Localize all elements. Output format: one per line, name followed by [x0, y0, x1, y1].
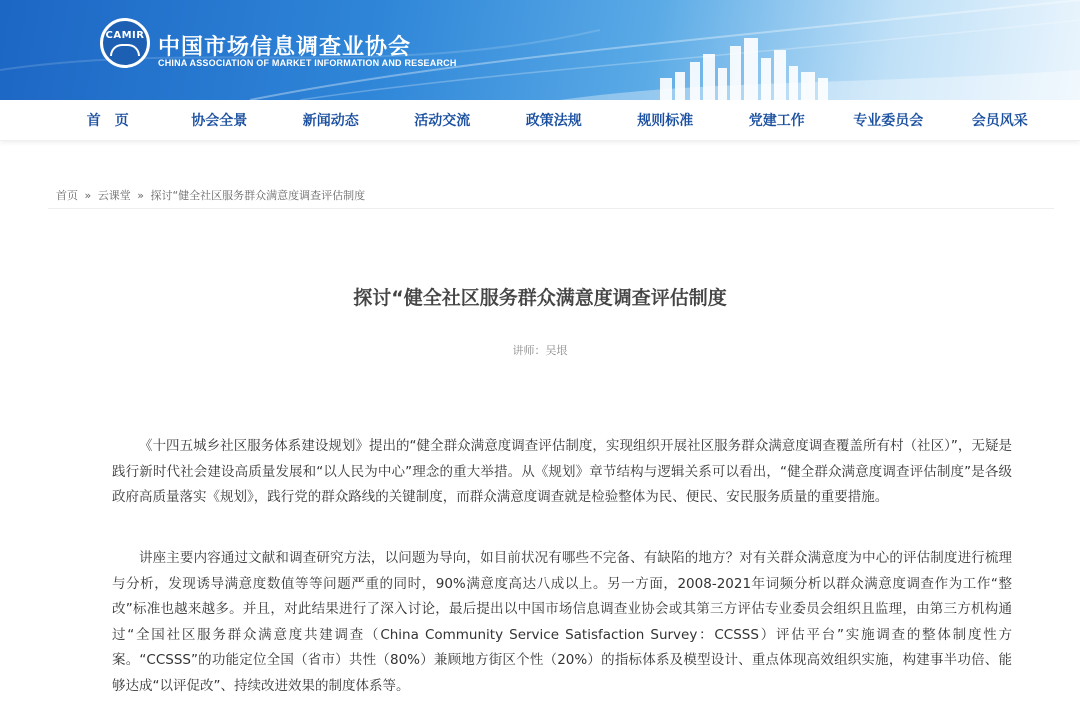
breadcrumb-divider	[48, 208, 1054, 209]
nav-item-activities[interactable]: 活动交流	[414, 113, 471, 129]
org-name-cn: 中国市场信息调查业协会	[158, 35, 412, 60]
breadcrumb-home-link[interactable]: 首页	[56, 189, 78, 202]
nav-item-policies[interactable]: 政策法规	[525, 113, 582, 129]
nav-item-party-work[interactable]: 党建工作	[748, 113, 805, 129]
header-banner	[0, 0, 1080, 100]
nav-item-home[interactable]: 首 页	[86, 113, 129, 129]
breadcrumb-separator: »	[137, 189, 144, 202]
article-speaker: 讲师：吴垠	[512, 344, 568, 357]
nav-item-news[interactable]: 新闻动态	[302, 113, 359, 129]
main-nav	[0, 100, 1080, 141]
org-name-en: CHINA ASSOCIATION OF MARKET INFORMATION AND RESEARCH	[158, 58, 457, 68]
breadcrumb-current: 探讨“健全社区服务群众满意度调查评估制度	[150, 189, 366, 202]
nav-item-committees[interactable]: 专业委员会	[853, 113, 924, 129]
signal-arc-icon	[110, 44, 140, 56]
article-paragraph: 讲座主要内容通过文献和调查研究方法，以问题为导向，如目前状况有哪些不完备、有缺陷的地方？对有关群众满意度为中心的评估制度进行梳理与分析，发现诱导满意度数值等等问题严重的同时，90%满意度高达八成以上。另一方面，2008-2021年词频分析以群众满意度调查作为工作“整改”标准也越来越多。并且，对此结果进行了深入讨论，最后提出以中国市场信息调查业协会或其第三方评估专业委员会组织且监理，由第三方机构通过“全国社区服务群众满意度共建调查（China Community Service Satisfaction Survey：CCSSS）评估平台”实施调查的整体制度性方案。“CCSSS”的功能定位全国（省市）共性（80%）兼顾地方街区个性（20%）的指标体系及模型设计、重点体现高效组织实施，构建事半功倍、能够达成“以评促改”、持续改进效果的制度体系等。	[112, 550, 1012, 694]
article-title: 探讨“健全社区服务群众满意度调查评估制度	[353, 287, 727, 309]
association-logo[interactable]	[100, 18, 150, 68]
breadcrumb-separator: »	[84, 189, 92, 202]
article-paragraph: 《十四五城乡社区服务体系建设规划》提出的“健全群众满意度调查评估制度，实现组织开展社区服务群众满意度调查覆盖所有村（社区）”，无疑是践行新时代社会建设高质量发展和“以人民为中心”理念的重大举措。从《规划》章节结构与逻辑关系可以看出，“健全群众满意度调查评估制度”是各级政府高质量落实《规划》，践行党的群众路线的关键制度，而群众满意度调查就是检验整体为民、便民、安民服务质量的重要措施。	[112, 438, 1012, 505]
nav-item-standards[interactable]: 规则标准	[637, 113, 694, 129]
logo-text: CAMIR	[105, 30, 145, 41]
breadcrumb-cloud-class-link[interactable]: 云课堂	[97, 189, 131, 202]
nav-item-members[interactable]: 会员风采	[971, 113, 1028, 129]
breadcrumb	[56, 187, 365, 203]
nav-item-overview[interactable]: 协会全景	[191, 113, 248, 129]
